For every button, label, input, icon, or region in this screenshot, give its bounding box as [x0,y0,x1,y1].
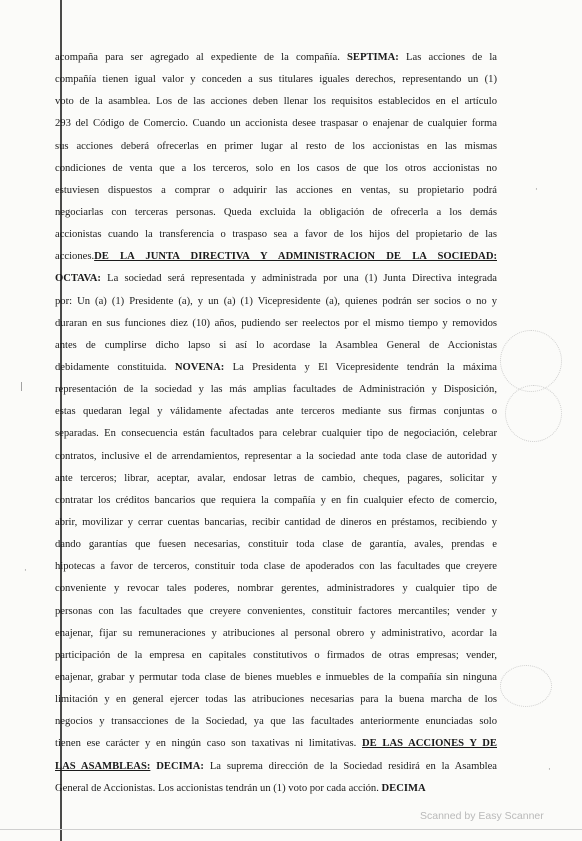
text-line [55,601,497,623]
text-run: sus acciones deberá ofrecerlas en primer lugar al resto de los accionistas en las mismas [55,140,497,152]
text-run: limitación y en general ejercer todas las atribuciones necesarias para la buena marcha de los [55,694,497,706]
text-line [55,379,497,401]
text-line [55,623,497,645]
margin-mark: · [24,566,27,576]
text-run: contratos, inclusive el de arrendamientos, representar a la sociedad ante toda clase de autoridad y [55,450,497,462]
text-line [55,113,497,135]
margin-mark: · [535,185,538,195]
page-bottom-edge [0,829,582,830]
clause-heading: LAS ASAMBLEAS: [55,760,151,772]
text-line [55,578,497,600]
text-run: negocios y transacciones de la Sociedad, ya que las facultades anteriormente enunciadas solo [55,716,497,728]
clause-heading: DECIMA: [156,760,204,772]
text-run: antes de cumplirse dicho lapso si así lo acordase la Asamblea General de Accionistas [55,339,497,351]
text-run: personas con las facultades que creyere convenientes, constituir factores mercantiles; vender y [55,605,497,617]
text-run: accionistas cuando la transferencia o traspaso sea a favor de los hijos del propietario de las [55,229,497,241]
text-line [55,645,497,667]
text-run: tienen ese carácter y en ningún caso son taxativas ni limitativas. [55,738,362,750]
text-line [55,47,497,69]
text-run: debidamente constituida. [55,361,175,373]
faded-stamp [500,330,562,392]
text-run: voto de la asamblea. Los de las acciones deben llenar los requisitos establecidos en el artículo [55,96,497,108]
margin-mark: | [20,382,24,392]
text-line [55,401,497,423]
text-run: La sociedad será representada y administrada por una (1) Junta Directiva integrada [100,273,497,285]
text-run: participación de la empresa en capitales constitutivos o firmados de otras empresas; vender, [55,649,497,661]
text-line [55,202,497,224]
text-run: La Presidenta y El Vicepresidente tendrán la máxima [224,361,497,373]
text-line [55,468,497,490]
text-line [55,335,497,357]
text-line [55,756,497,778]
text-line [55,291,497,313]
text-run: negociarlas con terceras personas. Queda excluida la obligación de ofrecerla a los demás [55,206,497,218]
text-run: duraran en sus funciones diez (10) años, pudiendo ser reelectos por el mismo tiempo y removidos [55,317,497,329]
text-line [55,158,497,180]
clause-heading: DE LAS ACCIONES Y DE [362,738,497,750]
text-line [55,423,497,445]
text-line [55,490,497,512]
text-line [55,534,497,556]
text-run: General de Accionistas. Los accionistas tendrán un (1) voto por cada acción. [55,782,382,794]
text-line [55,268,497,290]
text-line [55,667,497,689]
text-line [55,313,497,335]
text-run: dando garantías que fuesen necesarias, constituir toda clase de garantía, avales, prendas e [55,539,497,551]
text-line [55,733,497,755]
text-run: conveniente y revocar tales poderes, nombrar gerentes, administradores y cualquier tipo de [55,583,497,595]
text-run: compañía tienen igual valor y conceden a sus titulares iguales derechos, representando un (1) [55,74,497,86]
text-run: enajenar, fijar su remuneraciones y atribuciones al personal obrero y administrativo, acordar la [55,627,497,639]
text-run: acompaña para ser agregado al expediente de la compañía. [55,52,348,63]
text-line [55,512,497,534]
text-run: Las acciones de la [398,52,497,63]
text-run: estuviesen dispuestos a comprar o adquirir las acciones en ventas, su propietario podrá [55,184,497,196]
text-run: ante terceros; librar, aceptar, avalar, endosar letras de cambio, cheques, pagares, solicitar y [55,472,497,484]
clause-heading: OCTAVA: [55,273,101,285]
text-line [55,180,497,202]
text-run: La suprema dirección de la Sociedad residirá en la Asamblea [203,760,497,772]
text-run: enajenar, grabar y permutar toda clase de bienes muebles e inmuebles de la compañía sin ninguna [55,671,497,683]
text-line [55,246,497,268]
document-body [55,47,497,800]
text-run: separadas. En consecuencia están facultados para celebrar cualquier tipo de negociación, celebrar [55,428,497,440]
text-run: por: Un (a) (1) Presidente (a), y un (a) (1) Vicepresidente (a), quienes podrán ser socios o no y [55,295,497,307]
text-line [55,91,497,113]
text-run: 293 del Código de Comercio. Cuando un accionista desee traspasar o enajenar de cualquier forma [55,118,497,130]
text-line [55,689,497,711]
text-line [55,136,497,158]
text-run: acciones. [55,251,95,263]
text-line [55,778,497,800]
text-run: condiciones de venta que a los terceros, solo en los casos de que los otros accionistas no [55,162,497,174]
clause-heading: SEPTIMA: [347,52,399,63]
text-line [55,224,497,246]
text-line [55,556,497,578]
text-line [55,69,497,91]
margin-mark: · [548,765,551,775]
clause-heading: DECIMA [381,782,426,794]
text-run: hipotecas a favor de terceros, constituir toda clase de apoderados con las facultades que creyere [55,561,497,573]
text-line [55,711,497,733]
clause-heading: DE LA JUNTA DIRECTIVA Y ADMINISTRACION DE LA SOCIEDAD: [94,251,497,263]
faded-stamp [500,665,552,707]
faded-stamp [505,385,562,442]
text-run: representación de la sociedad y las más amplias facultades de Administración y Disposición, [55,384,497,396]
text-line [55,446,497,468]
text-run: contratar los créditos bancarios que requiera la compañía y en fin cualquier efecto de comercio, [55,494,497,506]
text-line [55,357,497,379]
clause-heading: NOVENA: [174,361,225,373]
scanner-watermark: Scanned by Easy Scanner [420,810,544,822]
text-run: abrir, movilizar y cerrar cuentas bancarias, recibir cantidad de dineros en préstamos, recibiendo y [55,516,497,528]
text-run: estas quedaran legal y válidamente afectadas ante terceros mediante sus firmas conjuntas o [55,406,497,418]
